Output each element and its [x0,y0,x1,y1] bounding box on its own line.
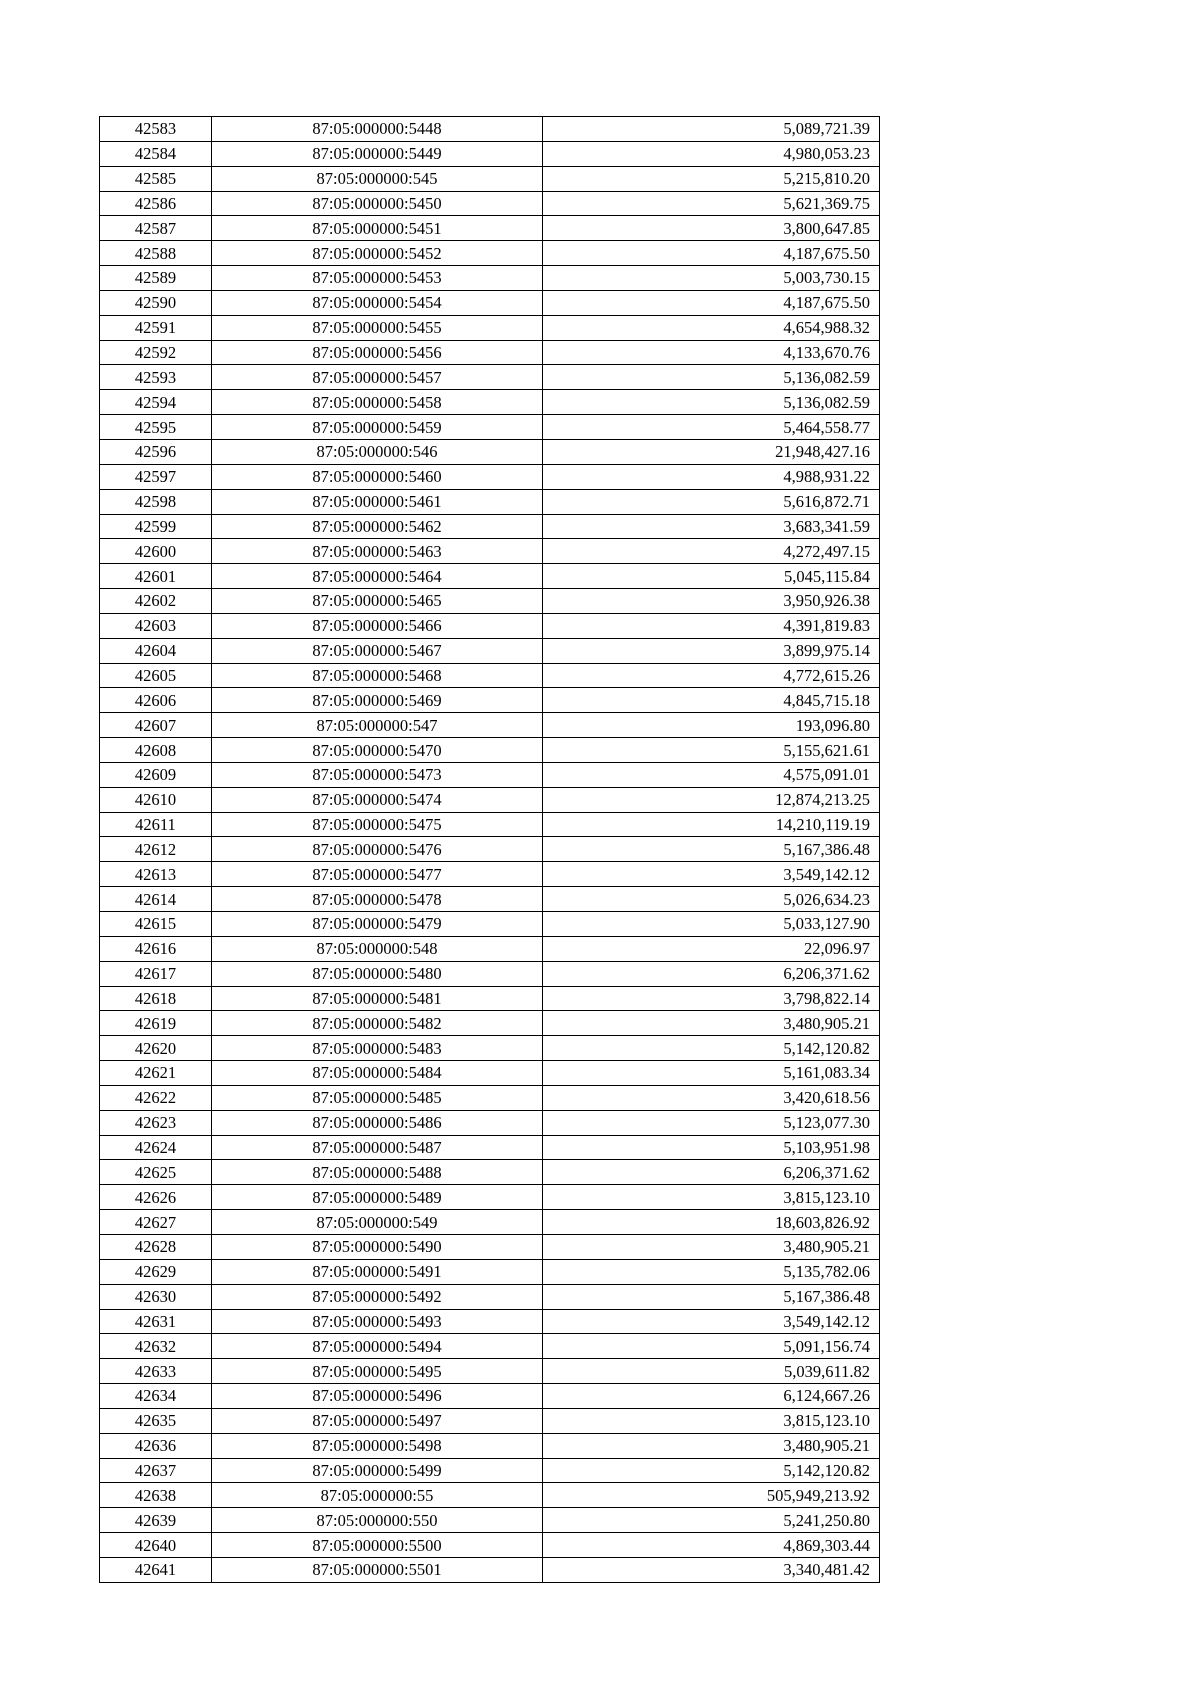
table-row [100,117,880,142]
table-row [100,589,880,614]
table-row [100,787,880,812]
table-row [100,663,880,688]
value-cell: 3,950,926.38 [543,589,880,614]
table-row [100,514,880,539]
row-number-cell: 42624 [100,1135,212,1160]
value-cell: 6,206,371.62 [543,961,880,986]
value-cell: 505,949,213.92 [543,1483,880,1508]
row-number-cell: 42590 [100,290,212,315]
row-number-cell: 42589 [100,266,212,291]
table-row [100,1135,880,1160]
value-cell: 4,575,091.01 [543,762,880,787]
table-row [100,1061,880,1086]
row-number-cell: 42622 [100,1085,212,1110]
table-row [100,713,880,738]
cadastral-code-cell: 87:05:000000:5449 [212,141,543,166]
row-number-cell: 42593 [100,365,212,390]
cadastral-code-cell: 87:05:000000:5484 [212,1061,543,1086]
value-cell: 5,045,115.84 [543,564,880,589]
cadastral-code-cell: 87:05:000000:5490 [212,1234,543,1259]
cadastral-code-cell: 87:05:000000:5500 [212,1533,543,1558]
value-cell: 3,480,905.21 [543,1234,880,1259]
cadastral-code-cell: 87:05:000000:5496 [212,1384,543,1409]
table-row [100,1110,880,1135]
table-row [100,1533,880,1558]
table-row [100,837,880,862]
table-row [100,166,880,191]
value-cell: 5,136,082.59 [543,365,880,390]
row-number-cell: 42587 [100,216,212,241]
row-number-cell: 42584 [100,141,212,166]
cadastral-code-cell: 87:05:000000:5480 [212,961,543,986]
cadastral-code-cell: 87:05:000000:546 [212,439,543,464]
table-row [100,315,880,340]
cadastral-code-cell: 87:05:000000:5489 [212,1185,543,1210]
table-row [100,564,880,589]
value-cell: 5,039,611.82 [543,1359,880,1384]
table-row [100,1508,880,1533]
cadastral-code-cell: 87:05:000000:5457 [212,365,543,390]
row-number-cell: 42614 [100,887,212,912]
table-row [100,1036,880,1061]
cadastral-code-cell: 87:05:000000:5448 [212,117,543,142]
table-row [100,365,880,390]
value-cell: 5,136,082.59 [543,390,880,415]
value-cell: 5,089,721.39 [543,117,880,142]
value-cell: 5,167,386.48 [543,837,880,862]
value-cell: 3,798,822.14 [543,986,880,1011]
table-row [100,1085,880,1110]
table-row [100,1210,880,1235]
value-cell: 3,899,975.14 [543,638,880,663]
cadastral-code-cell: 87:05:000000:549 [212,1210,543,1235]
row-number-cell: 42585 [100,166,212,191]
table-row [100,961,880,986]
cadastral-code-cell: 87:05:000000:5459 [212,415,543,440]
value-cell: 4,845,715.18 [543,688,880,713]
table-row [100,1359,880,1384]
cadastral-code-cell: 87:05:000000:5458 [212,390,543,415]
table-row [100,415,880,440]
value-cell: 4,654,988.32 [543,315,880,340]
value-cell: 3,800,647.85 [543,216,880,241]
table-row [100,266,880,291]
table-row [100,1433,880,1458]
value-cell: 21,948,427.16 [543,439,880,464]
data-table [99,116,880,1583]
cadastral-code-cell: 87:05:000000:5481 [212,986,543,1011]
row-number-cell: 42630 [100,1284,212,1309]
value-cell: 12,874,213.25 [543,787,880,812]
row-number-cell: 42598 [100,489,212,514]
value-cell: 4,980,053.23 [543,141,880,166]
cadastral-code-cell: 87:05:000000:5467 [212,638,543,663]
value-cell: 4,772,615.26 [543,663,880,688]
cadastral-code-cell: 87:05:000000:5476 [212,837,543,862]
value-cell: 5,616,872.71 [543,489,880,514]
value-cell: 14,210,119.19 [543,812,880,837]
row-number-cell: 42597 [100,464,212,489]
table-row [100,1160,880,1185]
row-number-cell: 42637 [100,1458,212,1483]
cadastral-code-cell: 87:05:000000:5486 [212,1110,543,1135]
cadastral-code-cell: 87:05:000000:5453 [212,266,543,291]
value-cell: 5,142,120.82 [543,1036,880,1061]
row-number-cell: 42591 [100,315,212,340]
cadastral-code-cell: 87:05:000000:5501 [212,1557,543,1582]
table-row [100,141,880,166]
table-row [100,390,880,415]
cadastral-code-cell: 87:05:000000:5473 [212,762,543,787]
value-cell: 5,033,127.90 [543,912,880,937]
table-row [100,936,880,961]
row-number-cell: 42586 [100,191,212,216]
table-row [100,1483,880,1508]
cadastral-code-cell: 87:05:000000:5477 [212,862,543,887]
value-cell: 4,187,675.50 [543,290,880,315]
cadastral-code-cell: 87:05:000000:5454 [212,290,543,315]
row-number-cell: 42640 [100,1533,212,1558]
table-row [100,191,880,216]
table-row [100,1185,880,1210]
row-number-cell: 42618 [100,986,212,1011]
row-number-cell: 42638 [100,1483,212,1508]
row-number-cell: 42621 [100,1061,212,1086]
cadastral-code-cell: 87:05:000000:5450 [212,191,543,216]
value-cell: 5,026,634.23 [543,887,880,912]
value-cell: 3,420,618.56 [543,1085,880,1110]
value-cell: 4,869,303.44 [543,1533,880,1558]
table-body [100,117,880,1583]
table-row [100,1408,880,1433]
row-number-cell: 42611 [100,812,212,837]
table-row [100,986,880,1011]
table-row [100,887,880,912]
cadastral-code-cell: 87:05:000000:548 [212,936,543,961]
table-row [100,1309,880,1334]
row-number-cell: 42609 [100,762,212,787]
cadastral-code-cell: 87:05:000000:5461 [212,489,543,514]
row-number-cell: 42641 [100,1557,212,1582]
table-row [100,638,880,663]
value-cell: 5,464,558.77 [543,415,880,440]
cadastral-code-cell: 87:05:000000:547 [212,713,543,738]
value-cell: 5,215,810.20 [543,166,880,191]
cadastral-code-cell: 87:05:000000:5456 [212,340,543,365]
cadastral-code-cell: 87:05:000000:5462 [212,514,543,539]
cadastral-code-cell: 87:05:000000:5465 [212,589,543,614]
cadastral-code-cell: 87:05:000000:5487 [212,1135,543,1160]
cadastral-code-cell: 87:05:000000:5495 [212,1359,543,1384]
row-number-cell: 42601 [100,564,212,589]
row-number-cell: 42635 [100,1408,212,1433]
table-row [100,1259,880,1284]
row-number-cell: 42602 [100,589,212,614]
value-cell: 3,549,142.12 [543,862,880,887]
cadastral-code-cell: 87:05:000000:5474 [212,787,543,812]
row-number-cell: 42605 [100,663,212,688]
table-row [100,1011,880,1036]
row-number-cell: 42596 [100,439,212,464]
row-number-cell: 42608 [100,738,212,763]
value-cell: 5,241,250.80 [543,1508,880,1533]
row-number-cell: 42620 [100,1036,212,1061]
value-cell: 5,161,083.34 [543,1061,880,1086]
row-number-cell: 42619 [100,1011,212,1036]
table-row [100,1557,880,1582]
row-number-cell: 42588 [100,241,212,266]
row-number-cell: 42617 [100,961,212,986]
cadastral-code-cell: 87:05:000000:5452 [212,241,543,266]
value-cell: 5,123,077.30 [543,1110,880,1135]
cadastral-code-cell: 87:05:000000:5493 [212,1309,543,1334]
cadastral-code-cell: 87:05:000000:5464 [212,564,543,589]
value-cell: 5,091,156.74 [543,1334,880,1359]
value-cell: 22,096.97 [543,936,880,961]
table-row [100,1334,880,1359]
row-number-cell: 42627 [100,1210,212,1235]
row-number-cell: 42633 [100,1359,212,1384]
cadastral-code-cell: 87:05:000000:5475 [212,812,543,837]
value-cell: 5,003,730.15 [543,266,880,291]
cadastral-code-cell: 87:05:000000:5482 [212,1011,543,1036]
value-cell: 6,124,667.26 [543,1384,880,1409]
cadastral-code-cell: 87:05:000000:5466 [212,613,543,638]
value-cell: 3,340,481.42 [543,1557,880,1582]
value-cell: 4,988,931.22 [543,464,880,489]
table-row [100,738,880,763]
table-row [100,489,880,514]
value-cell: 5,155,621.61 [543,738,880,763]
table-row [100,539,880,564]
row-number-cell: 42632 [100,1334,212,1359]
value-cell: 6,206,371.62 [543,1160,880,1185]
table-row [100,216,880,241]
value-cell: 193,096.80 [543,713,880,738]
value-cell: 18,603,826.92 [543,1210,880,1235]
table-row [100,912,880,937]
table-row [100,1458,880,1483]
row-number-cell: 42600 [100,539,212,564]
table-row [100,340,880,365]
row-number-cell: 42594 [100,390,212,415]
row-number-cell: 42603 [100,613,212,638]
row-number-cell: 42595 [100,415,212,440]
cadastral-code-cell: 87:05:000000:5494 [212,1334,543,1359]
cadastral-code-cell: 87:05:000000:5469 [212,688,543,713]
table-row [100,613,880,638]
row-number-cell: 42616 [100,936,212,961]
table-row [100,1284,880,1309]
table-row [100,290,880,315]
row-number-cell: 42625 [100,1160,212,1185]
value-cell: 5,135,782.06 [543,1259,880,1284]
cadastral-code-cell: 87:05:000000:5483 [212,1036,543,1061]
cadastral-code-cell: 87:05:000000:545 [212,166,543,191]
value-cell: 5,621,369.75 [543,191,880,216]
row-number-cell: 42613 [100,862,212,887]
row-number-cell: 42639 [100,1508,212,1533]
value-cell: 4,187,675.50 [543,241,880,266]
row-number-cell: 42628 [100,1234,212,1259]
cadastral-code-cell: 87:05:000000:5491 [212,1259,543,1284]
cadastral-code-cell: 87:05:000000:5499 [212,1458,543,1483]
row-number-cell: 42607 [100,713,212,738]
cadastral-code-cell: 87:05:000000:55 [212,1483,543,1508]
row-number-cell: 42623 [100,1110,212,1135]
cadastral-code-cell: 87:05:000000:5497 [212,1408,543,1433]
row-number-cell: 42606 [100,688,212,713]
row-number-cell: 42599 [100,514,212,539]
value-cell: 3,683,341.59 [543,514,880,539]
cadastral-code-cell: 87:05:000000:5485 [212,1085,543,1110]
cadastral-code-cell: 87:05:000000:5451 [212,216,543,241]
row-number-cell: 42604 [100,638,212,663]
cadastral-code-cell: 87:05:000000:5488 [212,1160,543,1185]
table-row [100,1234,880,1259]
cadastral-code-cell: 87:05:000000:5498 [212,1433,543,1458]
value-cell: 3,549,142.12 [543,1309,880,1334]
table-row [100,241,880,266]
cadastral-code-cell: 87:05:000000:550 [212,1508,543,1533]
table-row [100,1384,880,1409]
value-cell: 4,133,670.76 [543,340,880,365]
table-row [100,688,880,713]
row-number-cell: 42610 [100,787,212,812]
row-number-cell: 42592 [100,340,212,365]
row-number-cell: 42634 [100,1384,212,1409]
cadastral-code-cell: 87:05:000000:5460 [212,464,543,489]
cadastral-code-cell: 87:05:000000:5478 [212,887,543,912]
cadastral-code-cell: 87:05:000000:5470 [212,738,543,763]
value-cell: 3,815,123.10 [543,1408,880,1433]
row-number-cell: 42583 [100,117,212,142]
cadastral-code-cell: 87:05:000000:5492 [212,1284,543,1309]
cadastral-code-cell: 87:05:000000:5455 [212,315,543,340]
row-number-cell: 42612 [100,837,212,862]
row-number-cell: 42631 [100,1309,212,1334]
value-cell: 3,480,905.21 [543,1433,880,1458]
cadastral-code-cell: 87:05:000000:5468 [212,663,543,688]
row-number-cell: 42615 [100,912,212,937]
table-row [100,439,880,464]
cadastral-code-cell: 87:05:000000:5463 [212,539,543,564]
value-cell: 5,167,386.48 [543,1284,880,1309]
cadastral-code-cell: 87:05:000000:5479 [212,912,543,937]
value-cell: 4,272,497.15 [543,539,880,564]
row-number-cell: 42636 [100,1433,212,1458]
row-number-cell: 42629 [100,1259,212,1284]
value-cell: 5,142,120.82 [543,1458,880,1483]
value-cell: 3,480,905.21 [543,1011,880,1036]
value-cell: 5,103,951.98 [543,1135,880,1160]
table-row [100,464,880,489]
table-row [100,762,880,787]
table-row [100,862,880,887]
value-cell: 3,815,123.10 [543,1185,880,1210]
value-cell: 4,391,819.83 [543,613,880,638]
row-number-cell: 42626 [100,1185,212,1210]
table-row [100,812,880,837]
